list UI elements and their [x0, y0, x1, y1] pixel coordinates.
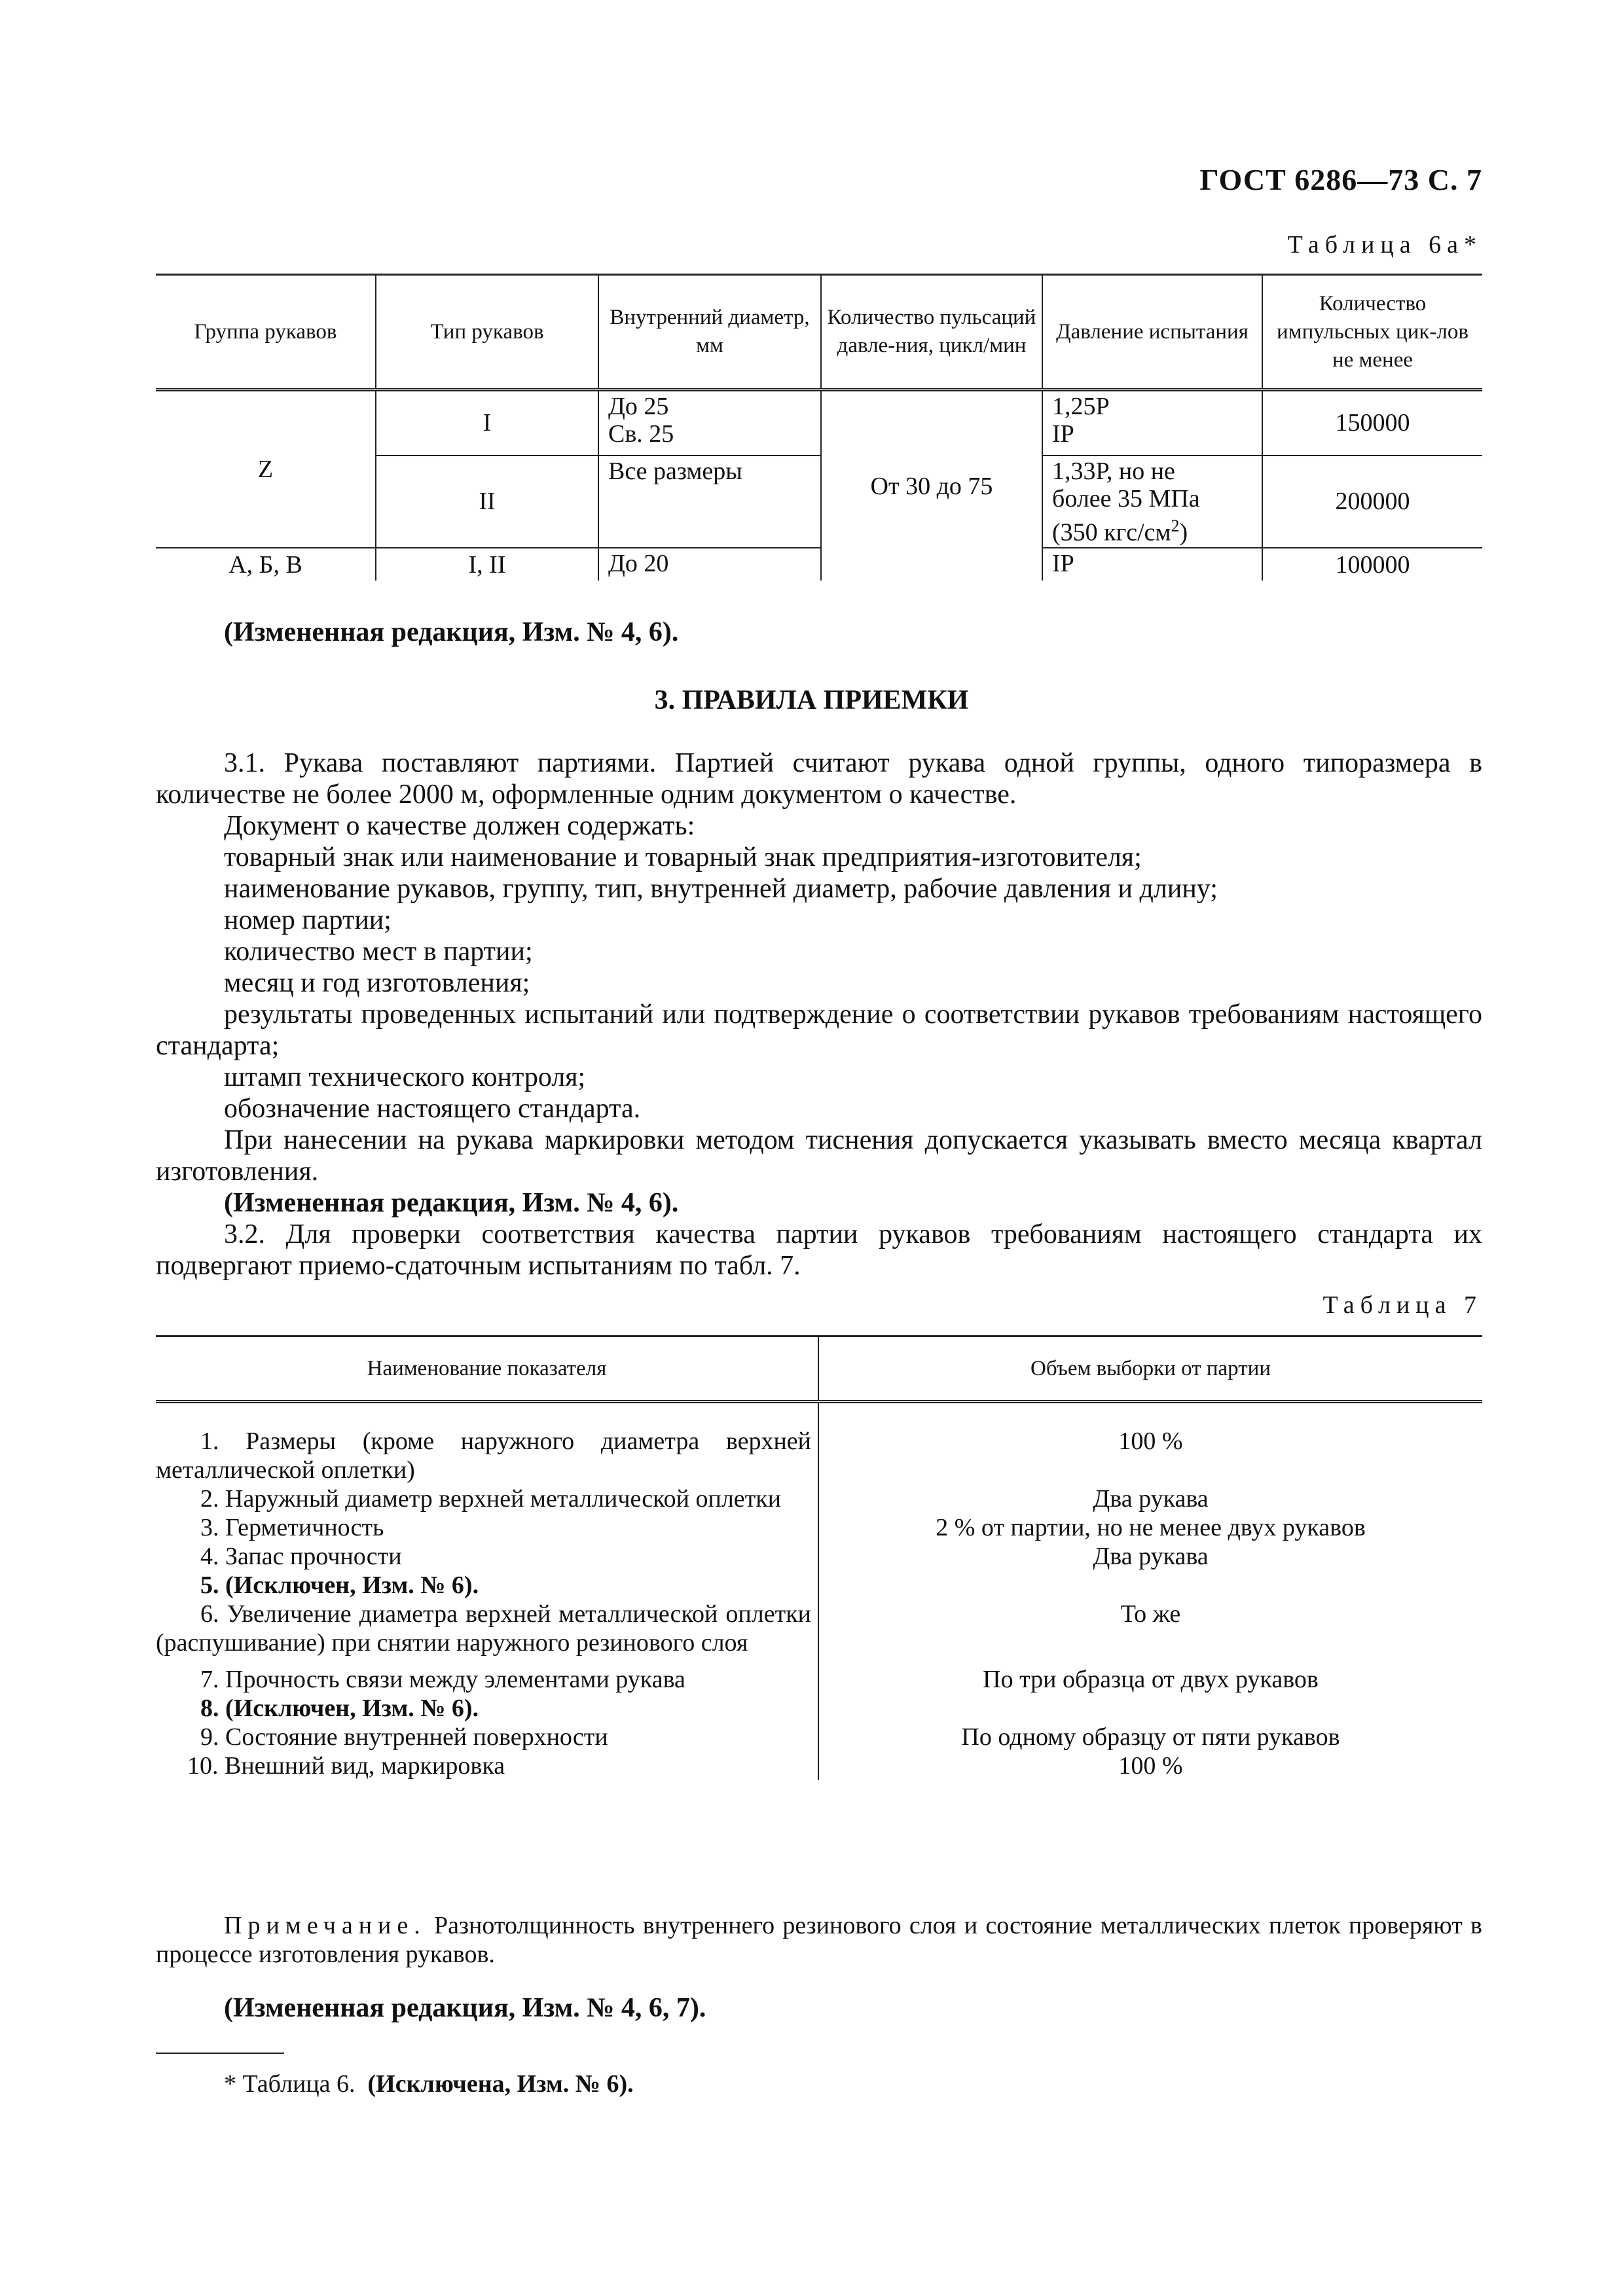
cell-diameter-ii: Все размеры	[598, 456, 821, 548]
list-item: результаты проведенных испытаний или подтверждение о соответствии рукавов требованиям настоящего стандарта;	[156, 999, 1482, 1061]
cell-cycles-abv: 100000	[1262, 548, 1482, 581]
cell-pressure-i	[1042, 390, 1262, 456]
sample-5	[818, 1571, 1482, 1600]
indicator-4-text: 4. Запас прочности	[200, 1542, 402, 1570]
table-7	[156, 1335, 1482, 1780]
list-item: товарный знак или наименование и товарный знак предприятия-изготовителя;	[224, 842, 1142, 872]
footnote-bold: (Исключена, Изм. № 6).	[367, 2070, 634, 2098]
indicator-6	[156, 1600, 818, 1657]
pressure-ii-close: )	[1179, 518, 1188, 547]
cell-type-ii: II	[376, 456, 598, 548]
table-row	[156, 1427, 1482, 1484]
col-header-cycles: Количество импульсных цик-лов не менее	[1262, 275, 1482, 390]
list-item: штамп технического контроля;	[224, 1062, 586, 1092]
pressure-i-line2: IР	[1052, 420, 1074, 448]
list-item: месяц и год изготовления;	[224, 968, 530, 998]
footnote	[224, 2070, 634, 2098]
indicator-10	[156, 1751, 818, 1780]
col-header-indicator: Наименование показателя	[156, 1336, 818, 1402]
indicator-2-text: 2. Наружный диаметр верхней металлической оплетки	[200, 1484, 782, 1513]
table-row	[156, 390, 1482, 456]
section-3-body	[156, 747, 1482, 1282]
table-6a-caption: Таблица 6а*	[1287, 231, 1482, 259]
cell-cycles-i: 150000	[1262, 390, 1482, 456]
indicator-9-text: 9. Состояние внутренней поверхности	[200, 1723, 608, 1751]
pressure-i-line1: 1,25Р	[1052, 393, 1110, 420]
footnote-divider	[156, 2053, 284, 2054]
indicator-8	[156, 1694, 818, 1723]
indicator-5-text: 5. (Исключен, Изм. № 6).	[200, 1571, 479, 1599]
sample-3: 2 % от партии, но не менее двух рукавов	[818, 1513, 1482, 1542]
sample-9: По одному образцу от пяти рукавов	[818, 1723, 1482, 1751]
paragraph-3-2: 3.2. Для проверки соответствия качества партии рукавов требованиям настоящего стандарта их подвергают приемо-сдаточным испытаниям по табл. 7.	[156, 1219, 1482, 1281]
amendment-note-3: (Измененная редакция, Изм. № 4, 6, 7).	[224, 1993, 706, 2023]
indicator-1-text: 1. Размеры (кроме наружного диаметра верхней металлической оплетки)	[156, 1427, 811, 1484]
list-item: обозначение настоящего стандарта.	[224, 1094, 641, 1124]
pressure-ii-line2: более 35 МПа	[1052, 484, 1200, 512]
cell-group-abv: А, Б, В	[156, 548, 376, 581]
col-header-type: Тип рукавов	[376, 275, 598, 390]
indicator-3	[156, 1513, 818, 1542]
col-header-pressure: Давление испытания	[1042, 275, 1262, 390]
sample-1: 100 %	[818, 1427, 1482, 1484]
col-header-diameter: Внутренний диаметр, мм	[598, 275, 821, 390]
cell-cycles-ii: 200000	[1262, 456, 1482, 548]
indicator-5	[156, 1571, 818, 1600]
indicator-7-text: 7. Прочность связи между элементами рукава	[200, 1665, 685, 1693]
list-item: наименование рукавов, группу, тип, внутренней диаметр, рабочие давления и длину;	[224, 874, 1218, 904]
pressure-ii-line3	[1052, 512, 1252, 547]
table-row	[156, 1600, 1482, 1657]
footnote-text: * Таблица 6.	[224, 2070, 356, 2098]
sample-6: То же	[818, 1600, 1482, 1657]
table-row	[156, 1484, 1482, 1513]
cell-diameter-abv: До 20	[598, 548, 821, 581]
table-row	[156, 1751, 1482, 1780]
sample-10: 100 %	[818, 1751, 1482, 1780]
table-row	[156, 548, 1482, 581]
list-item: количество мест в партии;	[224, 937, 533, 967]
sample-4: Два рукава	[818, 1542, 1482, 1571]
table-row	[156, 1571, 1482, 1600]
note-label: Примечание.	[224, 1912, 426, 1939]
table-6a	[156, 274, 1482, 581]
col-header-group: Группа рукавов	[156, 275, 376, 390]
sample-8	[818, 1694, 1482, 1723]
paragraph-3-1: 3.1. Рукава поставляют партиями. Партией считают рукава одной группы, одного типоразмера в количестве не более 2000 м, оформленные одним документом о качестве.	[156, 748, 1482, 810]
cell-pulsations: От 30 до 75	[821, 390, 1042, 581]
indicator-4	[156, 1542, 818, 1571]
col-header-pulsations: Количество пульсаций давле-ния, цикл/мин	[821, 275, 1042, 390]
indicator-7	[156, 1657, 818, 1694]
indicator-8-text: 8. (Исключен, Изм. № 6).	[200, 1694, 479, 1722]
cell-diameter-i	[598, 390, 821, 456]
table-row	[156, 1694, 1482, 1723]
diameter-i-line1: До 25	[608, 393, 669, 420]
list-item: номер партии;	[224, 905, 392, 935]
pressure-ii-unit: (350 кгс/см	[1052, 518, 1171, 547]
indicator-3-text: 3. Герметичность	[200, 1513, 384, 1541]
table-row	[156, 1513, 1482, 1542]
note-text: Разнотолщинность внутреннего резинового слоя и состояние металлических плеток проверяют в процессе изготовления рукавов.	[156, 1912, 1482, 1968]
indicator-10-text: 10. Внешний вид, маркировка	[187, 1751, 505, 1780]
cell-pressure-ii	[1042, 456, 1262, 548]
pressure-ii-superscript: 2	[1171, 516, 1180, 535]
sample-7: По три образца от двух рукавов	[818, 1657, 1482, 1694]
cell-pressure-abv: IР	[1042, 548, 1262, 581]
table-row	[156, 1657, 1482, 1694]
indicator-6-text: 6. Увеличение диаметра верхней металлической оплетки (распушивание) при снятии наружного резинового слоя	[156, 1600, 811, 1657]
indicator-1	[156, 1427, 818, 1484]
amendment-note-2: (Измененная редакция, Изм. № 4, 6).	[224, 1188, 679, 1218]
section-title: 3. ПРАВИЛА ПРИЕМКИ	[654, 685, 969, 715]
cell-type-abv: I, II	[376, 548, 598, 581]
table-row	[156, 1542, 1482, 1571]
indicator-9	[156, 1723, 818, 1751]
diameter-i-line2: Св. 25	[608, 420, 674, 448]
indicator-2	[156, 1484, 818, 1513]
document-intro: Документ о качестве должен содержать:	[224, 811, 695, 841]
marking-paragraph: При нанесении на рукава маркировки методом тиснения допускается указывать вместо месяца квартал изготовления.	[156, 1125, 1482, 1187]
pressure-ii-line1: 1,33Р, но не	[1052, 457, 1175, 485]
cell-group-z: Z	[257, 456, 274, 484]
table-row	[156, 1723, 1482, 1751]
page-header: ГОСТ 6286—73 С. 7	[1199, 163, 1482, 196]
amendment-note-1: (Измененная редакция, Изм. № 4, 6).	[224, 617, 679, 647]
table-7-caption: Таблица 7	[1322, 1291, 1482, 1319]
col-header-sample-size: Объем выборки от партии	[818, 1336, 1482, 1402]
sample-2: Два рукава	[818, 1484, 1482, 1513]
table-7-note	[156, 1911, 1482, 1969]
cell-type-i: I	[376, 390, 598, 456]
